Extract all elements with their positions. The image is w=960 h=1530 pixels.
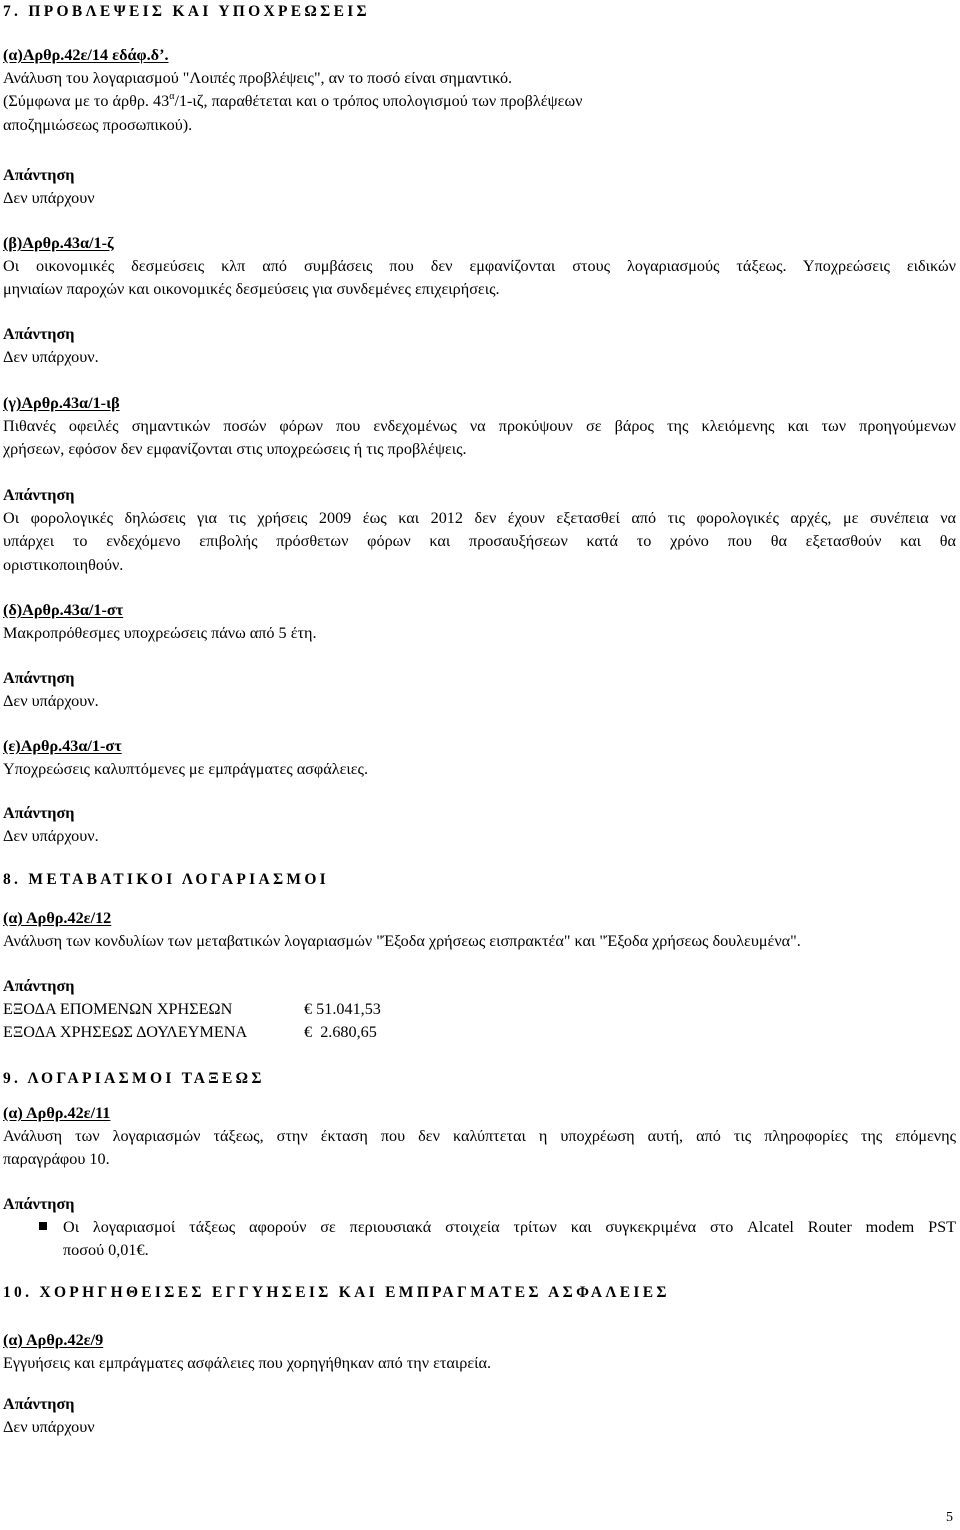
item-9a — [3, 1102, 956, 1172]
accrual-row-accrued — [3, 1021, 956, 1044]
item-10a-reference: (α) Αρθρ.42ε/9 — [3, 1331, 104, 1349]
item-7b-answer: Δεν υπάρχουν. — [3, 348, 99, 367]
item-9a-description-cont: παραγράφου 10. — [3, 1150, 110, 1169]
item-7e-description: Υποχρεώσεις καλυπτόμενες με εμπράγματες ασφάλειες. — [3, 760, 368, 779]
item-7b-reference: (β)Αρθρ.43α/1-ζ — [3, 234, 114, 252]
item-8a-description: Ανάλυση των κονδυλίων των μεταβατικών λογαριασμών "Έξοδα χρήσεως εισπρακτέα" και "Έξοδα χρήσεως δουλευμένα". — [3, 932, 801, 951]
item-7e-answer-block — [3, 802, 956, 848]
item-7b-answer-block — [3, 323, 956, 369]
accrual-row-label: ΕΞΟΔΑ ΧΡΗΣΕΩΣ ΔΟΥΛΕΥΜΕΝΑ — [3, 1023, 248, 1042]
item-7b-description: Οι οικονομικές δεσμεύσεις κλπ από συμβάσεις που δεν εμφανίζονται στους λογαριασμούς τάξεως. Υποχρεώσεις ειδικών — [3, 257, 956, 276]
answer-label: Απάντηση — [3, 804, 75, 822]
item-8a-answer-block — [3, 975, 956, 1045]
answer-label: Απάντηση — [3, 325, 75, 343]
page-number: 5 — [946, 1510, 953, 1525]
item-7e-reference: (ε)Αρθρ.43α/1-στ — [3, 737, 122, 755]
accrual-row-label: ΕΞΟΔΑ ΕΠΟΜΕΝΩΝ ΧΡΗΣΕΩΝ — [3, 1000, 233, 1019]
item-7c-description: Πιθανές οφειλές σημαντικών ποσών φόρων που ενδεχομένως να προκύψουν σε βάρος της κλειόμενης και των προηγούμενων — [3, 417, 956, 436]
section-10-heading: 10. ΧΟΡΗΓΗΘΕΙΣΕΣ ΕΓΓΥΗΣΕΙΣ ΚΑΙ ΕΜΠΡΑΓΜΑΤΕΣ ΑΣΦΑΛΕΙΕΣ — [3, 1284, 670, 1301]
item-9a-reference: (α) Αρθρ.42ε/11 — [3, 1104, 111, 1122]
item-9a-bullet — [63, 1216, 956, 1262]
item-10a-answer-block — [3, 1393, 956, 1439]
section-9-heading: 9. ΛΟΓΑΡΙΑΣΜΟΙ ΤΑΞΕΩΣ — [3, 1070, 265, 1087]
accrual-row-next-years — [3, 998, 956, 1021]
accrual-row-value: € 2.680,65 — [304, 1023, 377, 1042]
item-7c — [3, 392, 956, 462]
answer-label: Απάντηση — [3, 486, 75, 504]
item-8a-reference: (α) Αρθρ.42ε/12 — [3, 909, 112, 927]
answer-label: Απάντηση — [3, 166, 75, 184]
item-10a-description: Εγγυήσεις και εμπράγματες ασφάλειες που χορηγήθηκαν από την εταιρεία. — [3, 1354, 491, 1373]
square-bullet-icon — [39, 1222, 47, 1230]
item-7c-answer-line2: υπάρχει το ενδεχόμενο επιβολής πρόσθετων φόρων και προσαυξήσεων κατά το χρόνο που θα εξετασθούν και θα — [3, 532, 956, 551]
answer-label: Απάντηση — [3, 1195, 75, 1213]
answer-label: Απάντηση — [3, 977, 75, 995]
item-9a-answer-label-block — [3, 1193, 956, 1216]
item-9a-bullet-text-cont: ποσού 0,01€. — [63, 1241, 149, 1260]
item-10a — [3, 1329, 956, 1375]
section-7-heading: 7. ΠΡΟΒΛΕΨΕΙΣ ΚΑΙ ΥΠΟΧΡΕΩΣΕΙΣ — [3, 3, 370, 20]
item-10a-answer: Δεν υπάρχουν — [3, 1418, 95, 1437]
item-7a-answer-block — [3, 164, 956, 210]
item-7a-note-start: (Σύμφωνα με το άρθρ. 43 — [3, 92, 170, 111]
item-7c-answer-line1: Οι φορολογικές δηλώσεις για τις χρήσεις 2009 έως και 2012 δεν έχουν εξετασθεί από τις φορολογικές αρχές, με συνέπεια να — [3, 509, 956, 528]
item-7c-description-cont: χρήσεων, εφόσον δεν εμφανίζονται στις υποχρεώσεις ή τις προβλέψεις. — [3, 440, 467, 459]
item-7b — [3, 232, 956, 302]
item-9a-description: Ανάλυση των λογαριασμών τάξεως, στην έκταση που δεν καλύπτεται η υποχρέωση αυτή, από τις πληροφορίες της επόμενης — [3, 1127, 956, 1146]
item-7a-note-superscript: α — [169, 91, 175, 103]
item-7e — [3, 735, 956, 781]
item-9a-bullet-text: Οι λογαριασμοί τάξεως αφορούν σε περιουσιακά στοιχεία τρίτων και συγκεκριμένα στο Alcatel Router modem PST — [63, 1218, 956, 1236]
accrual-row-value: € 51.041,53 — [304, 1000, 381, 1019]
item-7a-description: Ανάλυση του λογαριασμού "Λοιπές προβλέψεις", αν το ποσό είναι σημαντικό. — [3, 69, 513, 88]
section-8-heading: 8. ΜΕΤΑΒΑΤΙΚΟΙ ΛΟΓΑΡΙΑΣΜΟΙ — [3, 871, 330, 888]
answer-label: Απάντηση — [3, 1395, 75, 1413]
item-7a-note-cont: αποζημιώσεως προσωπικού). — [3, 115, 193, 134]
item-7c-answer-line3: οριστικοποιηθούν. — [3, 555, 124, 574]
item-7b-description-cont: μηνιαίων παροχών και οικονομικές δεσμεύσεις για συνδεμένες επιχειρήσεις. — [3, 280, 500, 299]
item-7d-answer: Δεν υπάρχουν. — [3, 692, 99, 711]
item-7a — [3, 44, 956, 137]
item-7c-answer-block — [3, 484, 956, 577]
item-7d-description: Μακροπρόθεσμες υποχρεώσεις πάνω από 5 έτη. — [3, 624, 317, 643]
item-7a-note — [3, 90, 956, 113]
item-7d-answer-block — [3, 667, 956, 713]
item-7a-note-end: /1-ιζ, παραθέτεται και ο τρόπος υπολογισμού των προβλέψεων — [174, 92, 583, 111]
item-7d-reference: (δ)Αρθρ.43α/1-στ — [3, 601, 124, 619]
item-7a-reference: (α)Αρθρ.42ε/14 εδάφ.δ’. — [3, 46, 169, 64]
item-7a-answer: Δεν υπάρχουν — [3, 189, 95, 208]
item-8a — [3, 907, 956, 953]
item-7c-reference: (γ)Αρθρ.43α/1-ιβ — [3, 394, 120, 412]
answer-label: Απάντηση — [3, 669, 75, 687]
item-7e-answer: Δεν υπάρχουν. — [3, 827, 99, 846]
item-7d — [3, 599, 956, 645]
